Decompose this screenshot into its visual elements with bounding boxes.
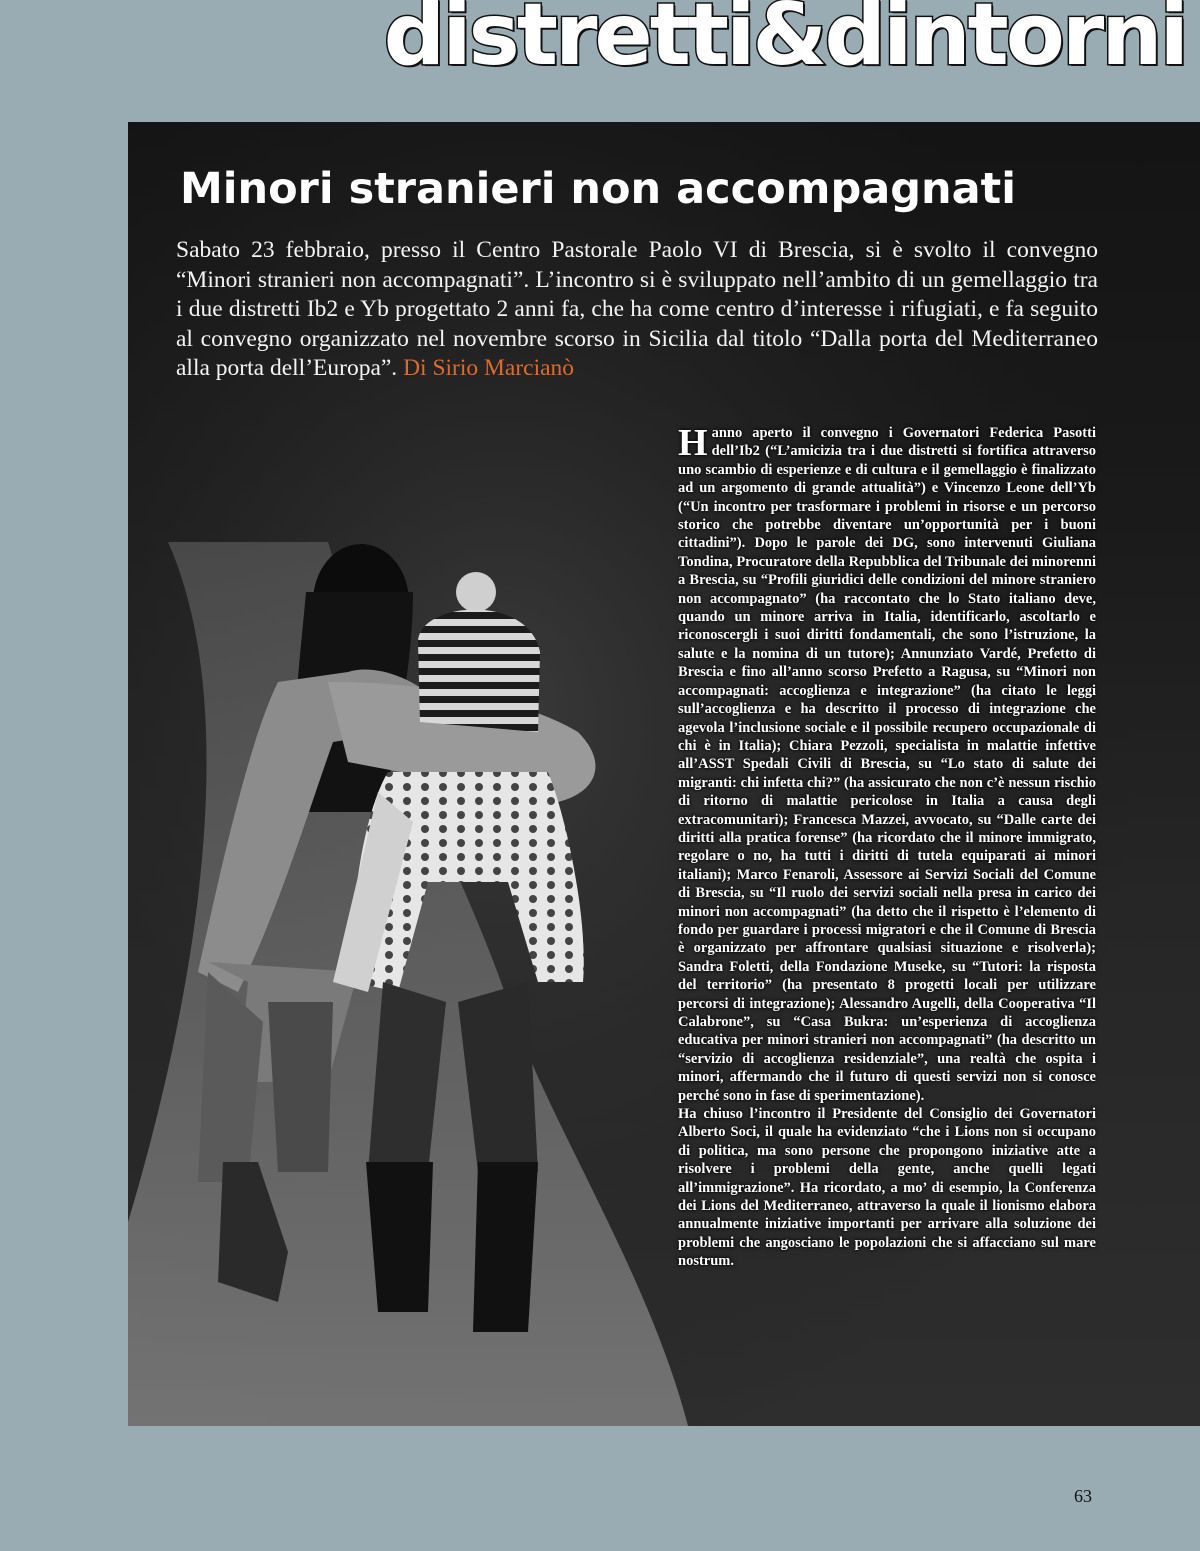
article-body — [678, 424, 1096, 1271]
drop-cap: H — [678, 422, 708, 464]
article-intro — [176, 236, 1098, 384]
author-byline: Di Sirio Marcianò — [403, 355, 575, 382]
body-paragraph — [678, 1105, 1096, 1271]
body-paragraph — [678, 424, 1096, 1105]
section-masthead: distretti&dintorni — [383, 0, 1186, 85]
paragraph-text: anno aperto il convegno i Governatori Federica Pasotti dell’Ib2 (“L’amicizia tra i due distretti si fortifica attraverso uno scambio di esperienze e di cultura e il gemellaggio è finalizzato ad un argomento di grande attualità”) e Vincenzo Leone dell’Yb (“Un incontro per trasformare i problemi in risorse e un percorso storico che potrebbe diventare un’opportunità per i buoni cittadini”). Dopo le parole dei DG, sono intervenuti Giuliana Tondina, Procuratore della Repubblica del Tribunale dei minorenni a Brescia, su “Profili giuridici delle condizioni del minore straniero non accompagnato” (ha raccontato che lo Stato italiano deve, quando un minore arriva in Italia, identificarlo, ascoltarlo e riconoscergli i suoi diritti fondamentali, che sono l’istruzione, la salute e la nomina di un tutore); Annunziato Vardé, Prefetto di Brescia e fino all’anno scorso Prefetto a Ragusa, su “Minori non accompagnati: accoglienza e integrazione” (ha citato le leggi sull’accoglienza e ha descritto il processo di integrazione che agevola l’inclusione sociale e il possibile recupero occupazionale di chi è in Italia); Chiara Pezzoli, specialista in malattie infettive all’ASST Spedali Civili di Brescia, su “Lo stato di salute dei migranti: chi infetta chi?” (ha assicurato che non c’è nessun rischio di ritorno di malattie pericolose in Italia a causa degli extracomunitari); Francesca Mazzei, avvocato, su “Dalle carte dei diritti alla pratica forense” (ha ricordato che il minore immigrato, regolare o no, ha tutti i diritti di tutela equiparati ai minori italiani); Marco Fenaroli, Assessore ai Servizi Sociali del Comune di Brescia, su “Il ruolo dei servizi sociali nella presa in carico dei minori non accompagnati” (ha detto che il rispetto è l’elemento di fondo per guardare i processi migratori e che il Comune di Brescia è organizzato per affrontare qualsiasi situazione e risolverla); Sandra Foletti, della Fondazione Museke, su “Tutori: la risposta del territorio” (ha presentato 8 progetti locali per utilizzare percorsi di integrazione); Alessandro Augelli, della Cooperativa “Il Calabrone”, su “Casa Bukra: un’esperienza di accoglienza educativa per minori stranieri non accompagnati” (ha descritto un “servizio di accoglienza residenziale”, una realtà che ospita i minori, affermando che il futuro di questi servizi non si conosce perché sono in fase di sperimentazione). — [678, 425, 1096, 1104]
intro-text: Sabato 23 febbraio, presso il Centro Pastorale Paolo VI di Brescia, si è svolto il convegno “Minori stranieri non accompagnati”. L’incontro si è sviluppato nell’ambito di un gemellaggio tra i due distretti Ib2 e Yb progettato 2 anni fa, che ha come centro d’interesse i rifugiati, e fa seguito al convegno organizzato nel novembre scorso in Sicilia dal titolo “Dalla porta del Mediterraneo alla porta dell’Europa”. — [176, 237, 1098, 382]
paragraph-text: Ha chiuso l’incontro il Presidente del Consiglio dei Governatori Alberto Soci, il quale ha evidenziato “che i Lions non si occupano di politica, ma sono persone che propongono iniziative atte a risolvere i problemi della gente, anche quelli legati all’immigrazione”. Ha ricordato, a mo’ di esempio, la Conferenza dei Lions del Mediterraneo, attraverso la quale il lionismo elabora annualmente iniziative importanti per arrivare alla soluzione dei problemi che angosciano le popolazioni che si affacciano sul mare nostrum. — [678, 1106, 1096, 1270]
article-title: Minori stranieri non accompagnati — [180, 164, 1016, 214]
article-panel — [128, 122, 1200, 1426]
page-number: 63 — [1074, 1486, 1092, 1506]
